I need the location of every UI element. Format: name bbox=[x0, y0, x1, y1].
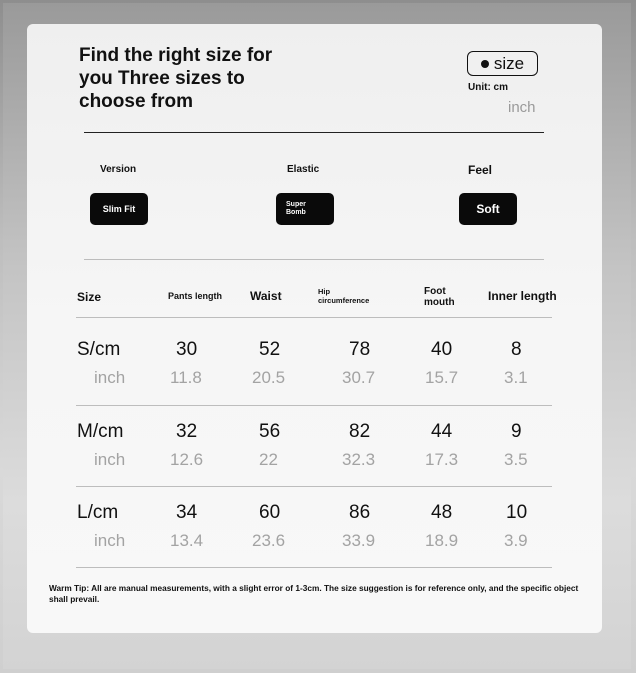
row-m-hip-inch: 32.3 bbox=[342, 450, 376, 469]
foot-line2: mouth bbox=[424, 297, 455, 308]
row-m-size: M/cm bbox=[77, 421, 124, 442]
row-l-inner: 10 bbox=[506, 502, 528, 523]
size-unit-toggle[interactable] bbox=[467, 51, 538, 76]
unit-caption: Unit: cm bbox=[468, 82, 508, 93]
col-header-inner-length: Inner length bbox=[488, 289, 557, 303]
row-s-pants-inch: 11.8 bbox=[170, 368, 202, 387]
attr-chip-soft: Soft bbox=[459, 193, 517, 225]
attr-label-elastic: Elastic bbox=[287, 164, 320, 175]
row-l-foot-inch: 18.9 bbox=[425, 531, 459, 550]
row-l-hip-inch: 33.9 bbox=[342, 531, 376, 550]
row-m-foot-inch: 17.3 bbox=[425, 450, 459, 469]
row-m-inner: 9 bbox=[511, 421, 522, 442]
row-s-foot: 40 bbox=[431, 339, 453, 360]
attr-chip-slim-fit: Slim Fit bbox=[90, 193, 148, 225]
size-chart-card bbox=[27, 24, 602, 633]
row-s-hip-inch: 30.7 bbox=[342, 368, 376, 387]
radio-dot-icon bbox=[481, 60, 489, 68]
row-l-pants: 34 bbox=[176, 502, 198, 523]
row-m-pants: 32 bbox=[176, 421, 198, 442]
col-header-foot-mouth bbox=[424, 286, 455, 308]
hip-line1: Hip bbox=[318, 287, 331, 296]
row-l-waist-inch: 23.6 bbox=[252, 531, 286, 550]
row-s-waist-inch: 20.5 bbox=[252, 368, 286, 387]
attr-label-version: Version bbox=[100, 164, 137, 175]
row-l-size: L/cm bbox=[77, 502, 119, 523]
header-divider bbox=[84, 132, 544, 133]
super-bomb-line2: Bomb bbox=[286, 209, 306, 216]
attr-chip-super-bomb bbox=[276, 193, 334, 225]
headline: Find the right size for you Three sizes to choose from bbox=[79, 45, 273, 112]
table-bottom-divider bbox=[76, 567, 552, 568]
col-header-hip bbox=[318, 287, 369, 305]
row-l-waist: 60 bbox=[259, 502, 281, 523]
row-m-pants-inch: 12.6 bbox=[170, 450, 204, 469]
attributes-divider bbox=[84, 259, 544, 260]
row-m-hip: 82 bbox=[349, 421, 371, 442]
table-header-divider bbox=[76, 317, 552, 318]
row-s-pants: 30 bbox=[176, 339, 198, 360]
col-header-size: Size bbox=[77, 290, 102, 304]
foot-line1: Foot bbox=[424, 286, 446, 297]
col-header-pants-length: Pants length bbox=[168, 291, 223, 301]
row-s-hip: 78 bbox=[349, 339, 371, 360]
hip-line2: circumference bbox=[318, 296, 370, 305]
row-s-size: S/cm bbox=[77, 339, 121, 360]
row-l-inner-inch: 3.9 bbox=[504, 531, 528, 550]
row-m-waist-inch: 22 bbox=[259, 450, 278, 469]
row-m-inner-inch: 3.5 bbox=[504, 450, 528, 469]
row-s-foot-inch: 15.7 bbox=[425, 368, 459, 387]
warm-tip: Warm Tip: All are manual measurements, with a slight error of 1-3cm. The size suggestion is for reference only, and the specific object shall prevail. bbox=[49, 583, 579, 604]
row-s-waist: 52 bbox=[259, 339, 281, 360]
row-s-unit: inch bbox=[94, 368, 126, 387]
row-m-waist: 56 bbox=[259, 421, 281, 442]
alt-unit-inch: inch bbox=[508, 99, 536, 116]
super-bomb-line1: Super bbox=[286, 201, 306, 208]
row-s-inner-inch: 3.1 bbox=[504, 368, 528, 387]
row-m-foot: 44 bbox=[431, 421, 453, 442]
row-l-foot: 48 bbox=[431, 502, 453, 523]
row-l-hip: 86 bbox=[349, 502, 371, 523]
row-l-pants-inch: 13.4 bbox=[170, 531, 204, 550]
size-toggle-label: size bbox=[493, 53, 525, 73]
col-header-waist: Waist bbox=[250, 289, 282, 303]
attr-label-feel: Feel bbox=[468, 163, 493, 177]
row-l-unit: inch bbox=[94, 531, 126, 550]
row-divider bbox=[76, 486, 552, 487]
row-m-unit: inch bbox=[94, 450, 126, 469]
row-divider bbox=[76, 405, 552, 406]
row-s-inner: 8 bbox=[511, 339, 522, 360]
